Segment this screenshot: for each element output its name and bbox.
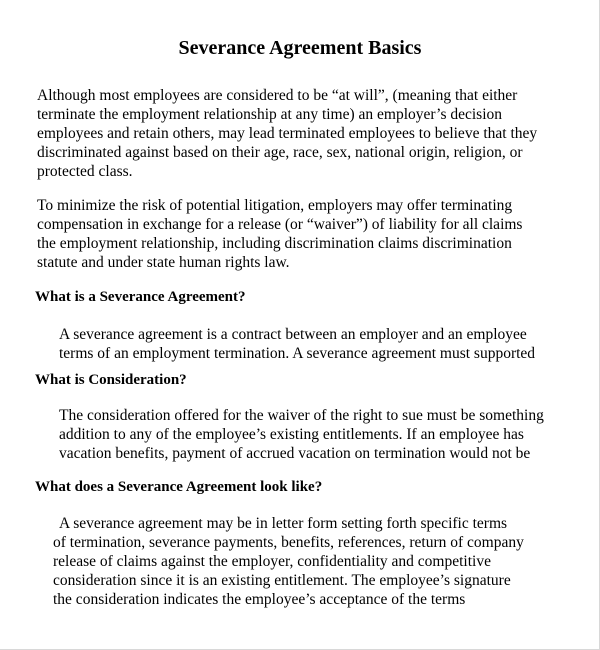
section-heading-severance-agreement: What is a Severance Agreement? (35, 289, 246, 305)
paragraph-line: of termination, severance payments, benefits, references, return of company (53, 534, 524, 551)
paragraph-line: terms of an employment termination. A severance agreement must supported (59, 345, 536, 362)
paragraph-line: Although most employees are considered to be “at will”, (meaning that either (37, 87, 518, 104)
paragraph-line: The consideration offered for the waiver of the right to sue must be something (59, 407, 544, 424)
paragraph-line: discriminated against based on their age, race, sex, national origin, religion, or (37, 144, 523, 161)
document-title: Severance Agreement Basics (178, 37, 422, 59)
paragraph-line: statute and under state human rights law. (37, 254, 290, 271)
paragraph-line: A severance agreement may be in letter form setting forth specific terms (59, 515, 508, 532)
paragraph-line: the employment relationship, including discrimination claims discrimination (37, 235, 512, 252)
paragraph-line: terminate the employment relationship at any time) an employer’s decision (37, 106, 503, 123)
paragraph-line: addition to any of the employee’s existing entitlements. If an employee has (59, 426, 524, 443)
paragraph-line: protected class. (37, 163, 133, 180)
paragraph-line: employees and retain others, may lead terminated employees to believe that they (37, 125, 538, 142)
paragraph-line: release of claims against the employer, confidentiality and competitive (53, 553, 491, 570)
paragraph-line: consideration since it is an existing entitlement. The employee’s signature (53, 572, 511, 589)
paragraph-line: compensation in exchange for a release (or “waiver”) of liability for all claims (37, 216, 523, 233)
paragraph-line: vacation benefits, payment of accrued vacation on termination would not be (59, 445, 531, 462)
section-heading-agreement-look: What does a Severance Agreement look like? (35, 479, 323, 495)
paragraph-line: A severance agreement is a contract between an employer and an employee (59, 326, 527, 343)
paragraph-line: To minimize the risk of potential litigation, employers may offer terminating (37, 197, 513, 214)
paragraph-line: the consideration indicates the employee’s acceptance of the terms (53, 591, 466, 608)
section-heading-consideration: What is Consideration? (35, 372, 187, 388)
